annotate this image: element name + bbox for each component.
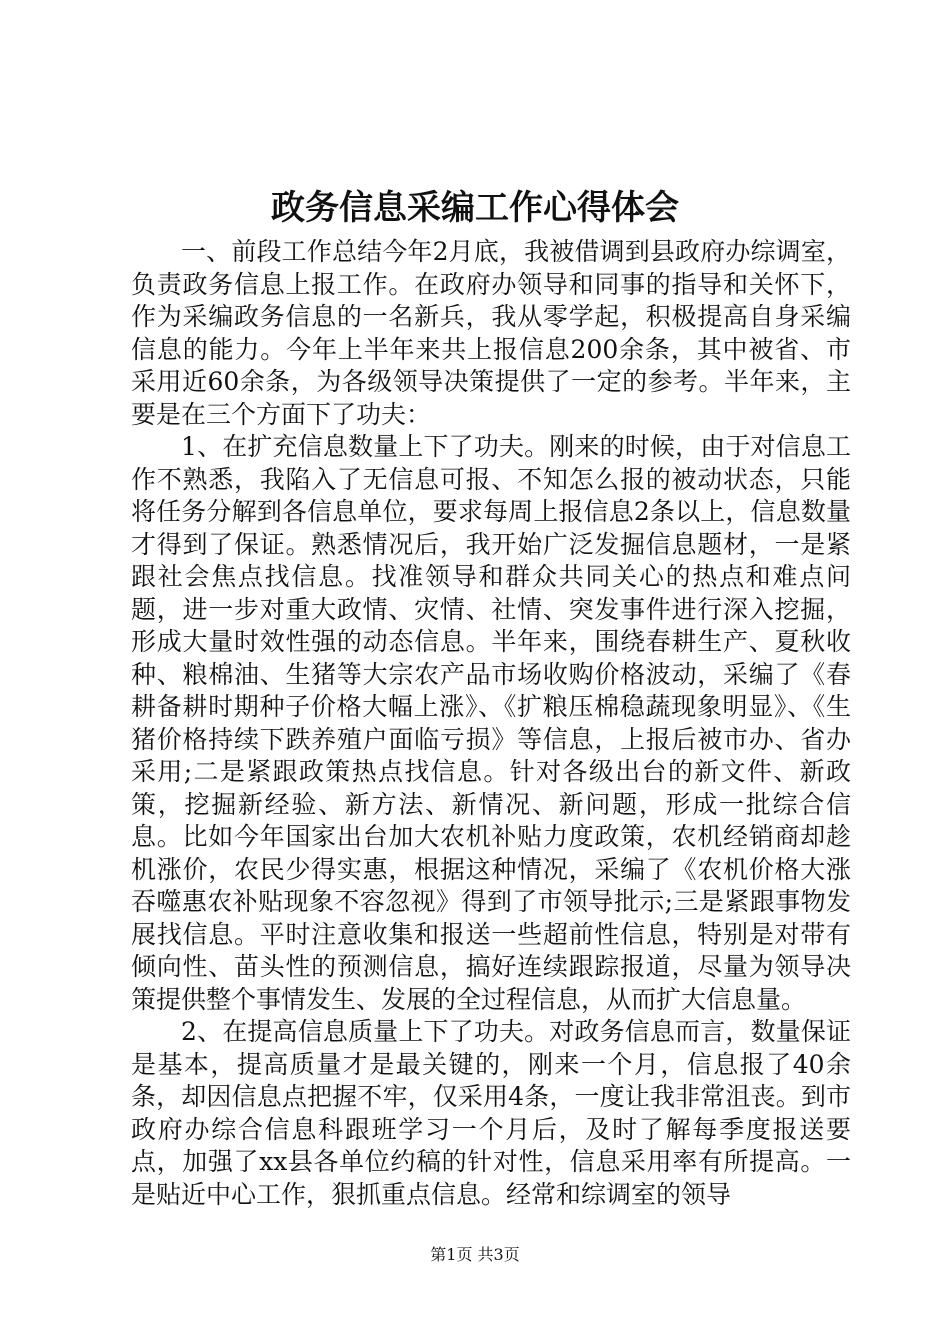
- paragraph-3: 2、在提高信息质量上下了功夫。对政务信息而言，数量保证是基本，提高质量才是最关键的，刚来一个月，信息报了40余条，却因信息点把握不牢，仅采用4条，一度让我非常沮丧。到市政府办综合信息科跟班学习一个月后，及时了解每季度报送要点，加强了xx县各单位约稿的针对性，信息采用率有所提高。一是贴近中心工作，狠抓重点信息。经常和综调室的领导: [131, 1017, 851, 1209]
- paragraph-2: 1、在扩充信息数量上下了功夫。刚来的时候，由于对信息工作不熟悉，我陷入了无信息可报、不知怎么报的被动状态，只能将任务分解到各信息单位，要求每周上报信息2条以上，信息数量才得到了保证。熟悉情况后，我开始广泛发掘信息题材，一是紧跟社会焦点找信息。找准领导和群众共同关心的热点和难点问题，进一步对重大政情、灾情、社情、突发事件进行深入挖掘，形成大量时效性强的动态信息。半年来，围绕春耕生产、夏秋收种、粮棉油、生猪等大宗农产品市场收购价格波动，采编了《春耕备耕时期种子价格大幅上涨》、《扩粮压棉稳蔬现象明显》、《生猪价格持续下跌养殖户面临亏损》等信息，上报后被市办、省办采用;二是紧跟政策热点找信息。针对各级出台的新文件、新政策，挖掘新经验、新方法、新情况、新问题，形成一批综合信息。比如今年国家出台加大农机补贴力度政策，农机经销商却趁机涨价，农民少得实惠，根据这种情况，采编了《农机价格大涨吞噬惠农补贴现象不容忽视》得到了市领导批示;三是紧跟事物发展找信息。平时注意收集和报送一些超前性信息，特别是对带有倾向性、苗头性的预测信息，搞好连续跟踪报道，尽量为领导决策提供整个事情发生、发展的全过程信息，从而扩大信息量。: [131, 432, 851, 1014]
- page-footer: 第1页 共3页: [430, 1245, 520, 1264]
- paragraph-1: 一、前段工作总结今年2月底，我被借调到县政府办综调室，负责政务信息上报工作。在政府办领导和同事的指导和关怀下，作为采编政务信息的一名新兵，我从零学起，积极提高自身采编信息的能力。今年上半年来共上报信息200余条，其中被省、市采用近60余条，为各级领导决策提供了一定的参考。半年来，主要是在三个方面下了功夫：: [131, 237, 851, 429]
- document-title: 政务信息采编工作心得体会: [271, 188, 679, 228]
- document-body: [131, 236, 851, 1211]
